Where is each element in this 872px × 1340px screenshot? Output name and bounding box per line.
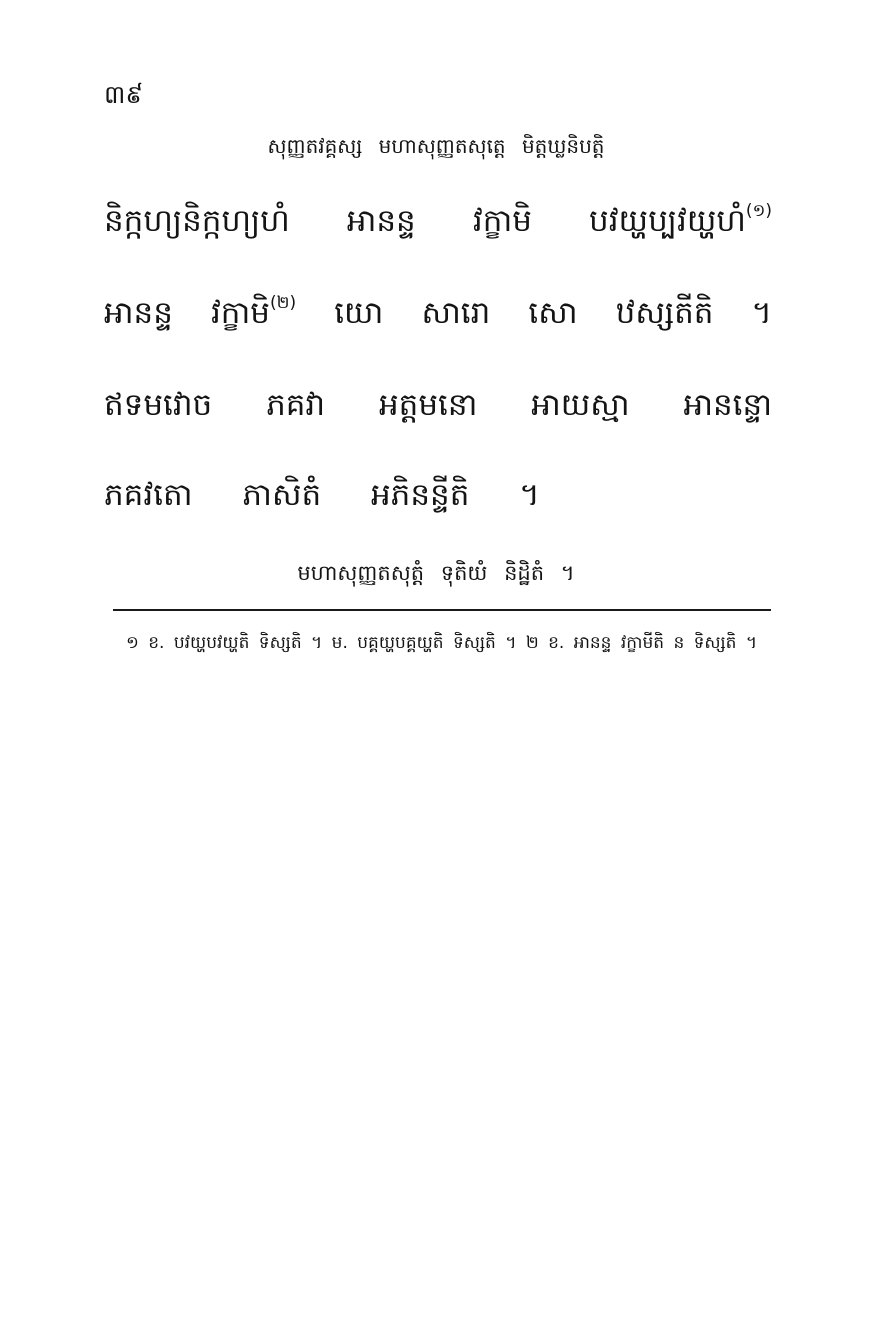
verse-word: វក្ខាមិ [472, 203, 532, 239]
verse-word: អានន្ទោ [683, 387, 772, 423]
verse-line-1 [104, 196, 772, 246]
sutta-closing-line: មហាសុញ្ញតសុត្តំ ទុតិយំ និដ្ឋិតំ ។ [297, 561, 575, 585]
verse-line-4 [104, 470, 772, 520]
footnote-marker: (១) [745, 200, 772, 221]
verse-word: និក្កហ្យនិក្កហ្យហំ [104, 203, 290, 239]
verse-word: យោ [334, 295, 384, 331]
footnotes: ១ ខ. បវយ្ហបវយ្ហតិ ទិស្សតិ ។ ម. បគ្គយ្ហបគ្គយ្ហតិ ទិស្សតិ ។ ២ ខ. អានន្ទ វក្ខាមីតិ ន ទិស្សតិ ។ [126, 633, 758, 653]
verse-word: ភាសិតំ [242, 477, 322, 513]
verse-word: វក្ខាមិ [210, 295, 270, 331]
verse-word: អានន្ទ [346, 203, 416, 239]
verse-punctuation: ។ [751, 295, 772, 331]
verse-word: សោ [528, 295, 578, 331]
verse-word: ឥទមវោច [104, 387, 213, 423]
footnote-marker: (២) [269, 292, 297, 313]
running-header: សុញ្ញតវគ្គស្ស មហាសុញ្ញតសុត្តេ មិត្តឃ្លនិបត្តិ [267, 134, 605, 158]
footnote-divider [113, 609, 771, 611]
verse-line-3 [104, 380, 772, 430]
verse-word-with-note [589, 196, 772, 246]
verse-word: អានន្ទ [104, 295, 173, 331]
verse-word: អត្តមនោ [378, 387, 478, 423]
verse-word: អភិនន្ទីតិ [371, 477, 470, 513]
verse-word: ឋស្សតីតិ [615, 295, 714, 331]
verse-word: ភគវតោ [104, 477, 193, 513]
verse-word-with-note [211, 288, 296, 338]
verse-line-2 [104, 288, 772, 338]
page-number: ៣៩ [104, 80, 144, 109]
verse-punctuation: ។ [519, 477, 540, 513]
verse-word: ភគវា [266, 387, 326, 423]
verse-word: បវយ្ហប្បវយ្ហហំ [589, 203, 746, 239]
verse-word: សារោ [421, 295, 491, 331]
verse-word: អាយស្មា [531, 387, 630, 423]
